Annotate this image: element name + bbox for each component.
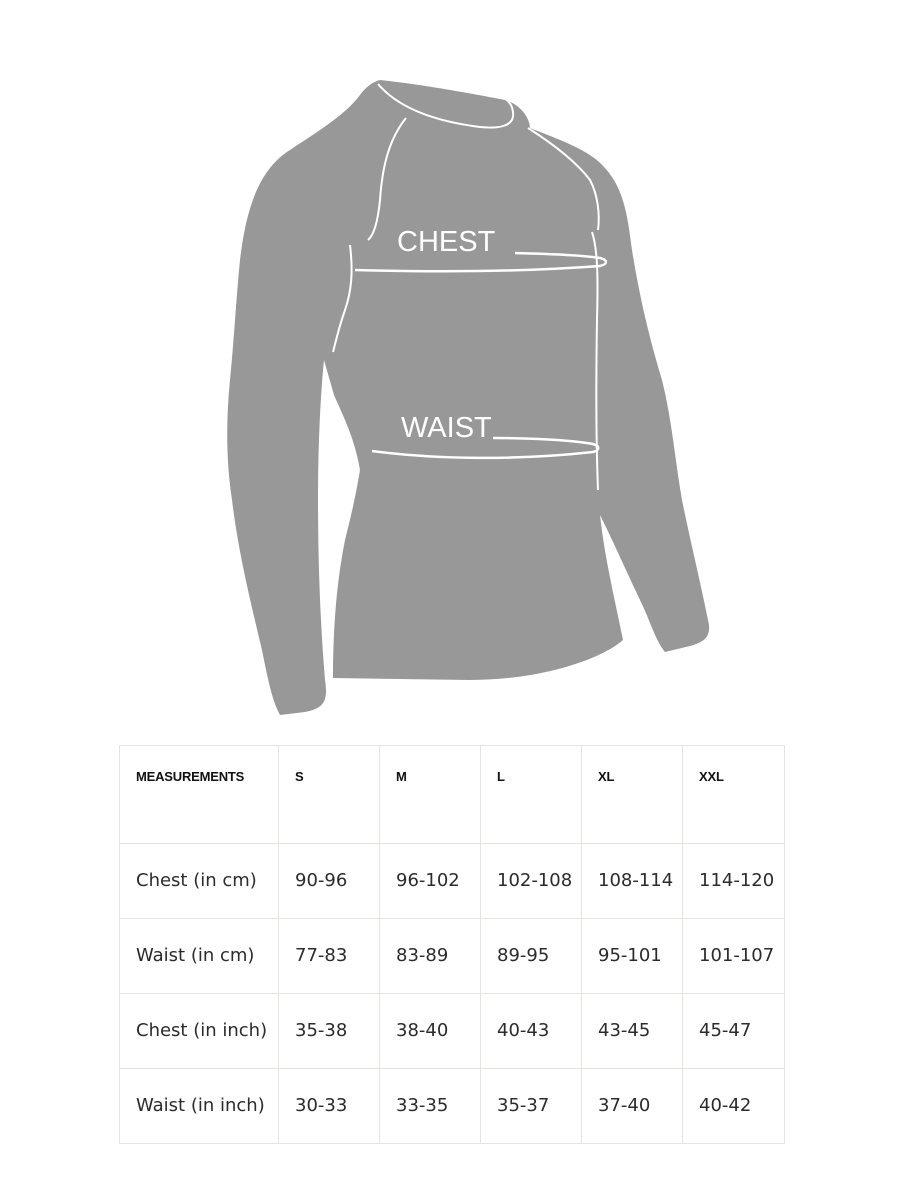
waist-label: WAIST xyxy=(401,412,492,444)
row-label: Waist (in cm) xyxy=(120,919,279,994)
row-label: Chest (in cm) xyxy=(120,844,279,919)
cell-value: 37-40 xyxy=(582,1069,683,1144)
cell-value: 35-38 xyxy=(279,994,380,1069)
cell-value: 38-40 xyxy=(380,994,481,1069)
table-row xyxy=(120,994,785,1069)
cell-value: 101-107 xyxy=(683,919,785,994)
table-row xyxy=(120,919,785,994)
header-measurements: MEASUREMENTS xyxy=(120,746,279,844)
cell-value: 77-83 xyxy=(279,919,380,994)
cell-value: 108-114 xyxy=(582,844,683,919)
cell-value: 40-42 xyxy=(683,1069,785,1144)
header-size-m: M xyxy=(380,746,481,844)
cell-value: 114-120 xyxy=(683,844,785,919)
size-chart-table xyxy=(119,745,785,1144)
cell-value: 30-33 xyxy=(279,1069,380,1144)
row-label: Chest (in inch) xyxy=(120,994,279,1069)
cell-value: 90-96 xyxy=(279,844,380,919)
table-row xyxy=(120,844,785,919)
cell-value: 83-89 xyxy=(380,919,481,994)
table-header-row xyxy=(120,746,785,844)
cell-value: 35-37 xyxy=(481,1069,582,1144)
header-size-s: S xyxy=(279,746,380,844)
cell-value: 40-43 xyxy=(481,994,582,1069)
header-size-xxl: XXL xyxy=(683,746,785,844)
table-row xyxy=(120,1069,785,1144)
header-size-l: L xyxy=(481,746,582,844)
cell-value: 33-35 xyxy=(380,1069,481,1144)
row-label: Waist (in inch) xyxy=(120,1069,279,1144)
chest-label: CHEST xyxy=(397,226,496,258)
header-size-xl: XL xyxy=(582,746,683,844)
cell-value: 96-102 xyxy=(380,844,481,919)
cell-value: 89-95 xyxy=(481,919,582,994)
cell-value: 95-101 xyxy=(582,919,683,994)
cell-value: 102-108 xyxy=(481,844,582,919)
cell-value: 43-45 xyxy=(582,994,683,1069)
cell-value: 45-47 xyxy=(683,994,785,1069)
